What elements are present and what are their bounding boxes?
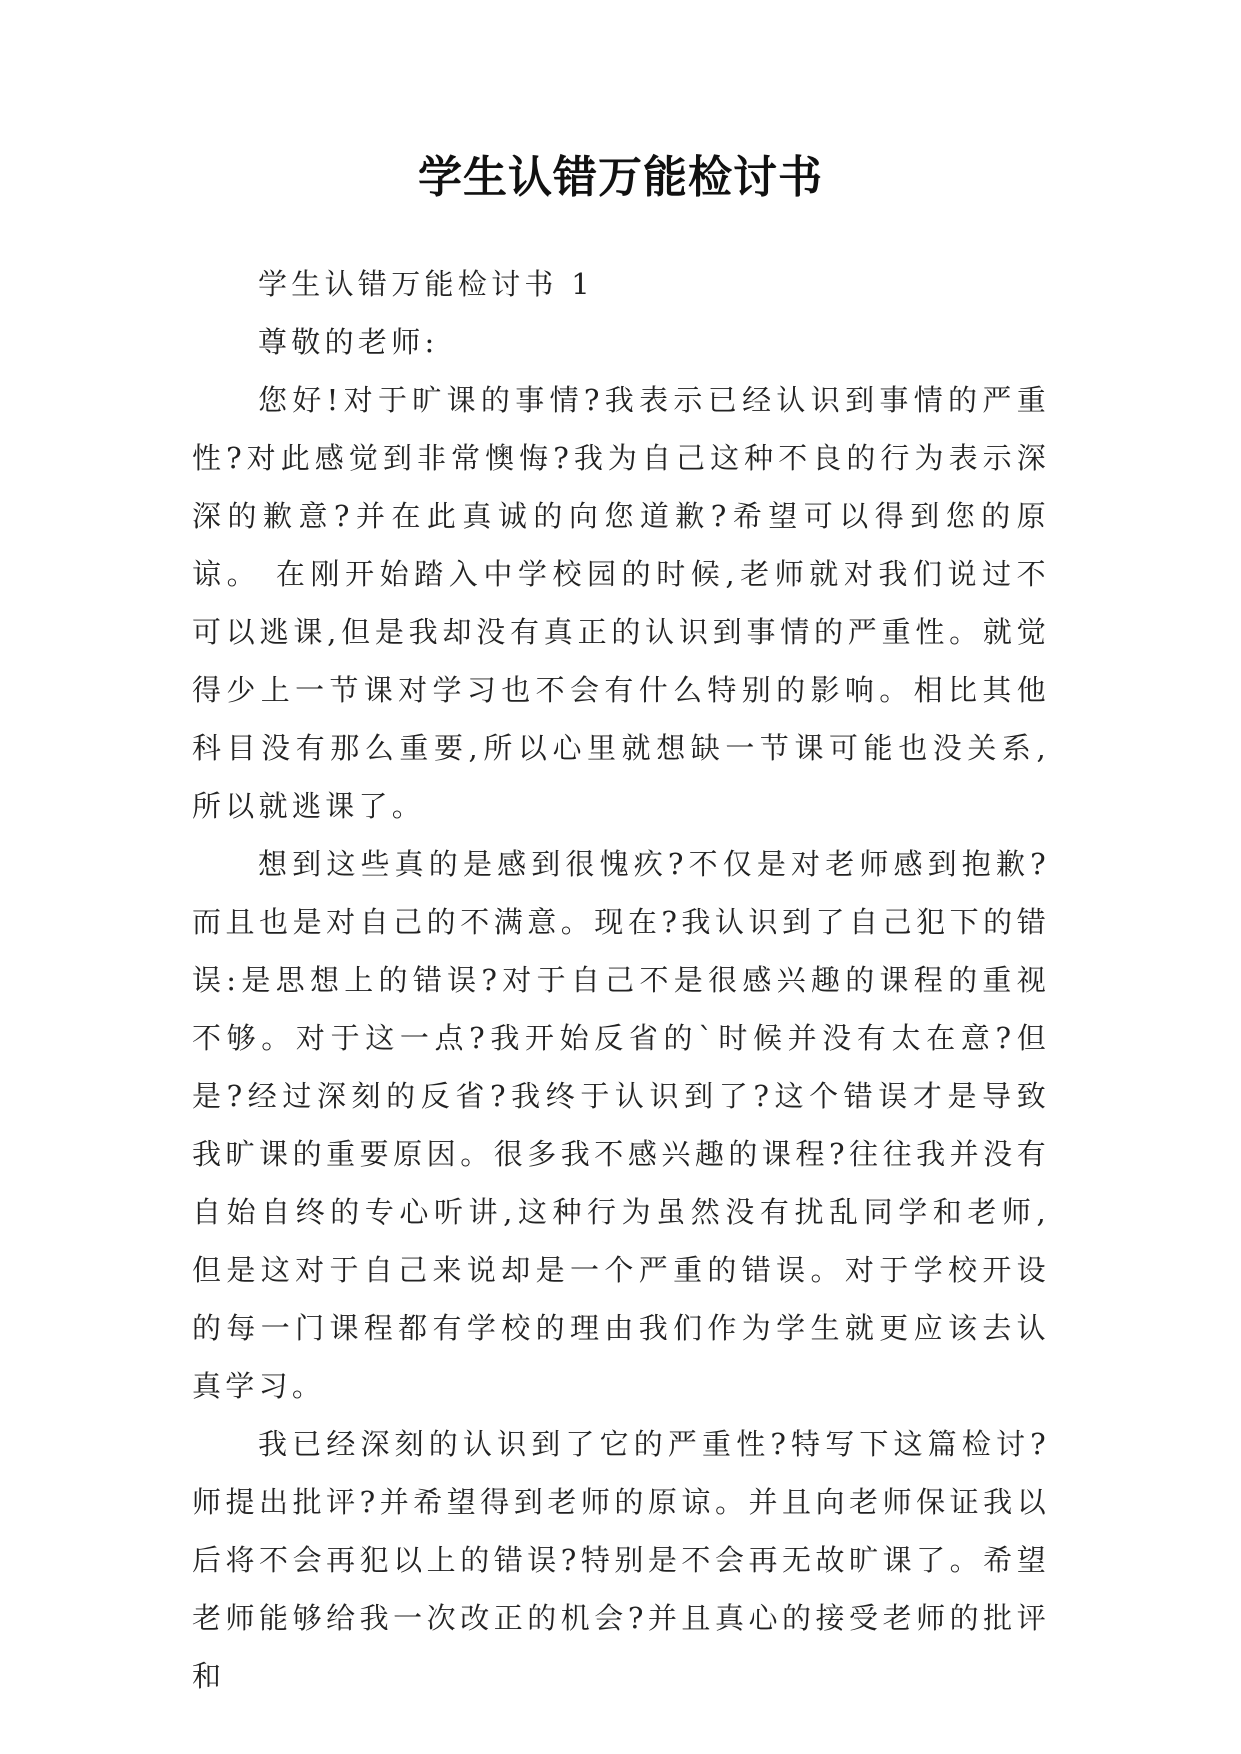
salutation-paragraph: 尊敬的老师:: [258, 325, 439, 359]
body-paragraph: 我已经深刻的认识到了它的严重性?特写下这篇检讨?师提出批评?并希望得到老师的原谅。并且向老师保证我以后将不会再犯以上的错误?特别是不会再无故旷课了。希望老师能够给我一次改正的机会?并且真心的接受老师的批评和: [192, 1427, 1050, 1693]
body-paragraph: 想到这些真的是感到很愧疚?不仅是对老师感到抱歉?而且也是对自己的不满意。现在?我认识到了自己犯下的错误:是思想上的错误?对于自己不是很感兴趣的课程的重视不够。对于这一点?我开始反省的`时候并没有太在意?但是?经过深刻的反省?我终于认识到了?这个错误才是导致我旷课的重要原因。很多我不感兴趣的课程?往往我并没有自始自终的专心听讲,这种行为虽然没有扰乱同学和老师,但是这对于自己来说却是一个严重的错误。对于学校开设的每一门课程都有学校的理由我们作为学生就更应该去认真学习。: [192, 847, 1050, 1403]
document-body: [192, 255, 1050, 1705]
body-paragraph: 您好!对于旷课的事情?我表示已经认识到事情的严重性?对此感觉到非常懊悔?我为自己这种不良的行为表示深深的歉意?并在此真诚的向您道歉?希望可以得到您的原谅。 在刚开始踏入中学校园的时候,老师就对我们说过不可以逃课,但是我却没有真正的认识到事情的严重性。就觉得少上一节课对学习也不会有什么特别的影响。相比其他科目没有那么重要,所以心里就想缺一节课可能也没关系,所以就逃课了。: [192, 383, 1050, 823]
subtitle-paragraph: 学生认错万能检讨书 1: [258, 267, 594, 301]
document-title: 学生认错万能检讨书: [418, 152, 823, 203]
